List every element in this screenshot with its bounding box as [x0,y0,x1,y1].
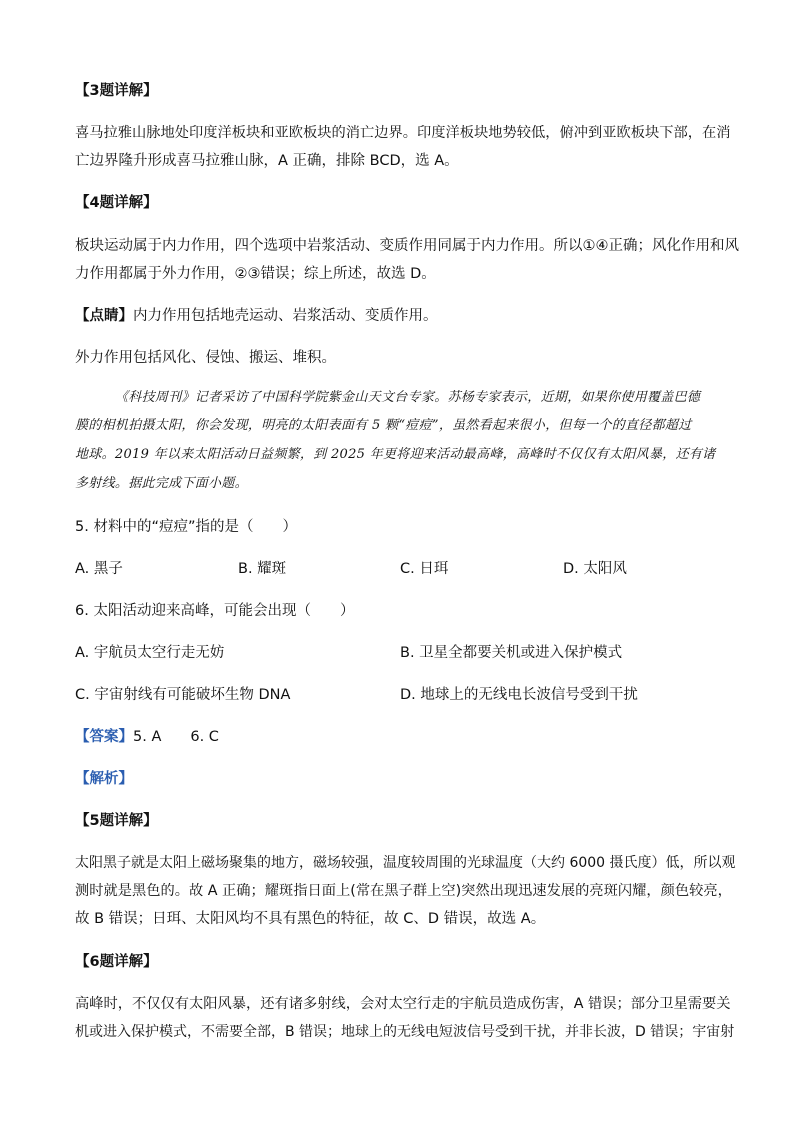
q3-text-line-2: 亡边界隆升形成喜马拉雅山脉，A 正确，排除 BCD，选 A。 [75,153,459,169]
q5-option-d: D. 太阳风 [563,561,627,577]
q6-detail-line-2: 机或进入保护模式，不需要全部，B 错误；地球上的无线电短波信号受到干扰，并非长波，D 错误；宇宙射 [75,1024,735,1040]
q5-stem: 5. 材料中的“痘痘”指的是（ ） [75,519,297,535]
dianjing-line-2: 外力作用包括风化、侵蚀、搬运、堆积。 [75,350,336,366]
q5-detail-heading: 【5题详解】 [75,813,158,829]
answer-text: 5. A 6. C [133,729,219,745]
q5-detail-line-1: 太阳黑子就是太阳上磁场聚集的地方，磁场较强，温度较周围的光球温度（大约 6000 摄氏度）低，所以观 [75,855,736,871]
q6-detail-line-1: 高峰时，不仅仅有太阳风暴，还有诸多射线，会对太空行走的宇航员造成伤害，A 错误；部分卫星需要关 [75,996,731,1012]
dianjing-label: 【点睛】 [75,308,133,324]
material-line-4: 多射线。据此完成下面小题。 [75,476,248,491]
q6-option-b: B. 卫星全都要关机或进入保护模式 [400,645,623,661]
q4-text-line-2: 力作用都属于外力作用，②③错误；综上所述，故选 D。 [75,266,436,282]
q5-detail-line-3: 故 B 错误；日珥、太阳风均不具有黑色的特征，故 C、D 错误，故选 A。 [75,911,546,927]
material-line-2: 膜的相机拍摄太阳，你会发现，明亮的太阳表面有 5 颗“痘痘”，虽然看起来很小，但每一个的直径都超过 [75,418,692,433]
q5-option-b: B. 耀斑 [238,561,287,577]
q4-heading: 【4题详解】 [75,195,158,211]
dianjing-line [75,307,438,325]
q5-option-a: A. 黑子 [75,561,123,577]
material-line-3: 地球。2019 年以来太阳活动日益频繁，到 2025 年更将迎来活动最高峰，高峰时不仅仅有太阳风暴，还有诸 [75,447,716,462]
answer-label: 【答案】 [75,729,133,745]
q6-option-d: D. 地球上的无线电长波信号受到干扰 [400,687,638,703]
dianjing-text: 内力作用包括地壳运动、岩浆活动、变质作用。 [133,308,438,324]
q6-stem: 6. 太阳活动迎来高峰，可能会出现（ ） [75,603,355,619]
q3-heading: 【3题详解】 [75,83,158,99]
analysis-label: 【解析】 [75,771,133,787]
q6-option-a: A. 宇航员太空行走无妨 [75,645,225,661]
answer-line [75,728,219,746]
q5-detail-line-2: 测时就是黑色的。故 A 正确；耀斑指日面上(常在黑子群上空)突然出现迅速发展的亮斑闪耀，颜色较亮， [75,883,732,899]
q4-text-line-1: 板块运动属于内力作用，四个选项中岩浆活动、变质作用同属于内力作用。所以①④正确；风化作用和风 [75,238,739,254]
q6-option-c: C. 宇宙射线有可能破坏生物 DNA [75,687,291,703]
material-line-1: 《科技周刊》记者采访了中国科学院紫金山天文台专家。苏杨专家表示，近期，如果你使用覆盖巴德 [115,390,701,405]
q6-detail-heading: 【6题详解】 [75,954,158,970]
q3-text-line-1: 喜马拉雅山脉地处印度洋板块和亚欧板块的消亡边界。印度洋板块地势较低，俯冲到亚欧板块下部，在消 [75,125,731,141]
q5-option-c: C. 日珥 [400,561,449,577]
